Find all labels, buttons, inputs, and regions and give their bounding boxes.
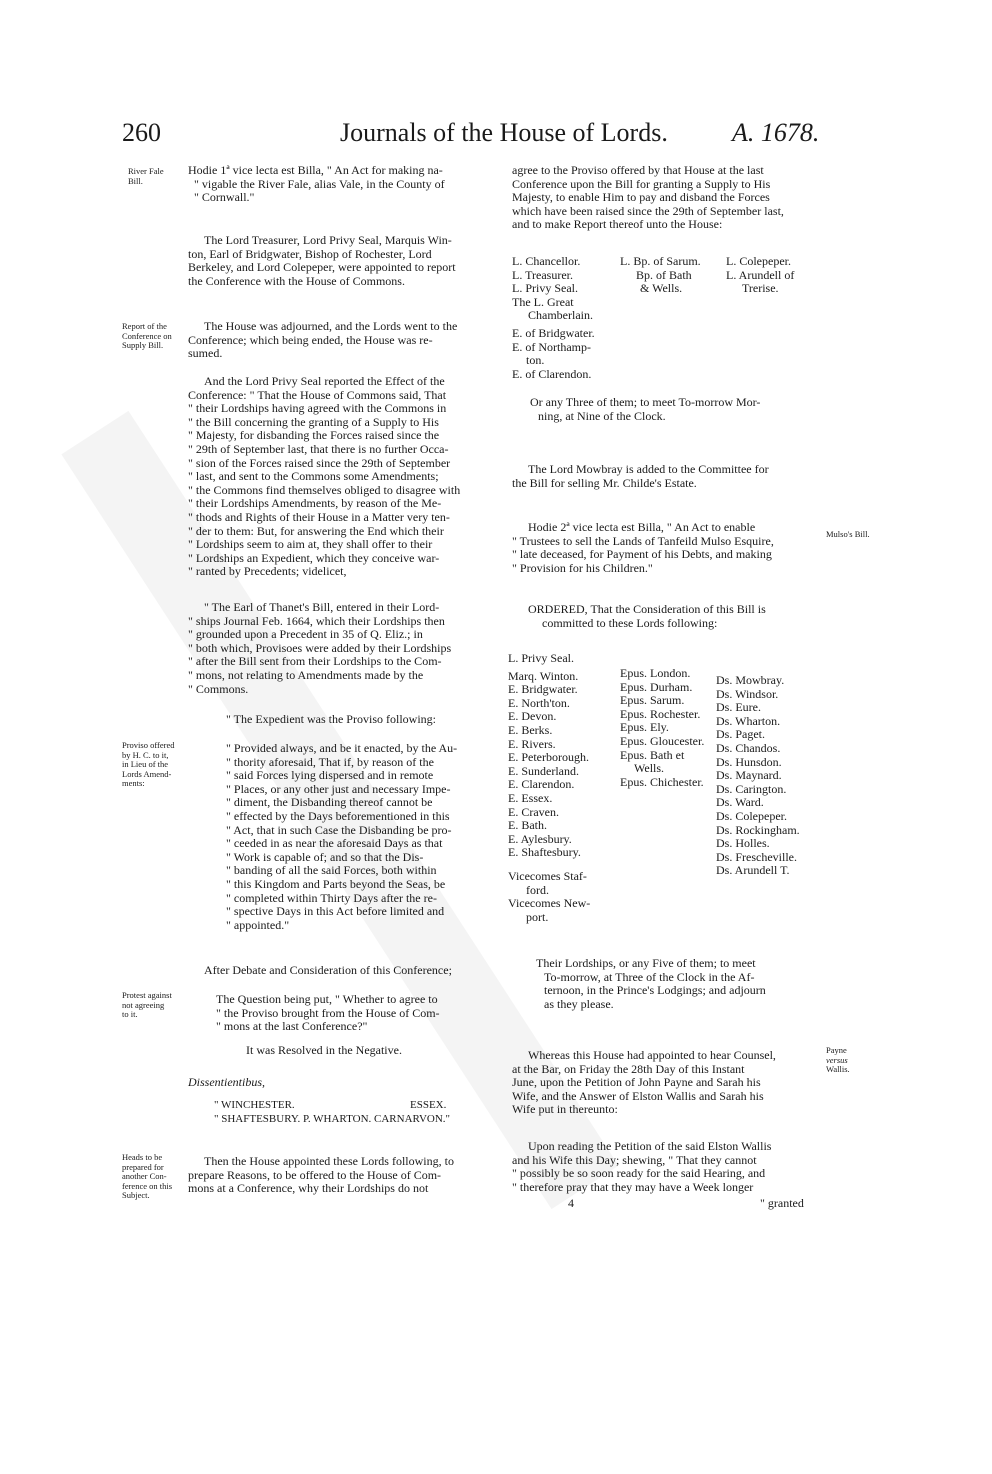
paragraph-three-of-them: Or any Three of them; to meet To-morrow Mor- ning, at Nine of the Clock. bbox=[530, 395, 761, 423]
dissent-names: " WINCHESTER. ESSEX. " SHAFTESBURY. P. WHARTON. CARNARVON." bbox=[214, 1099, 451, 1125]
paragraph-report: And the Lord Privy Seal reported the Effect of the Conference: " That the House of Commons said, That " their Lordships having agreed with the Commons in " the Bill concerning the granting of a Supply to His " Majesty, for disbanding the Forces raised since the " 29th of September last, that there is no further Occa- " sion of the Forces raised since the 29th of September " last, and sent to the Commons some Amendments; " the Commons find themselves obliged to disagree with " their Lordships Amendments, by reason of the Me- " thods and Rights of their House in a Matter very ten- " der to them: But, for answering the End which their " Lordships seem to aim at, they shall offer to their " Lordships an Expedient, which they conceive war- " ranted by Precedents; videlicet, bbox=[188, 374, 461, 579]
paragraph-whereas: Whereas this House had appointed to hear Counsel, at the Bar, on Friday the 28th Day of this Instant June, upon the Petition of John Payne and Sarah his Wife, and the Answer of Elston Wallis and Sarah his Wife put in thereunto: bbox=[512, 1048, 776, 1117]
paragraph-mowbray: The Lord Mowbray is added to the Committee for the Bill for selling Mr. Childe's Estate. bbox=[512, 462, 769, 490]
page-year: A. 1678. bbox=[732, 118, 820, 147]
paragraph-ordered: ORDERED, That the Consideration of this Bill is committed to these Lords following: bbox=[528, 602, 766, 630]
margin-note-protest: Protest against not agreeing to it. bbox=[122, 990, 172, 1019]
committee-list-b: Epus. London. Epus. Durham. Epus. Sarum. Epus. Rochester. Epus. Ely. Epus. Gloucester. Epus. Bath et Wells. Epus. Chichester. bbox=[620, 666, 705, 789]
dissentientibus-heading: Dissentientibus, bbox=[188, 1075, 265, 1089]
catchword: " granted bbox=[760, 1196, 804, 1210]
margin-note-river-fale: River Fale Bill. bbox=[128, 166, 164, 186]
paragraph-agree-proviso: agree to the Proviso offered by that House at the last Conference upon the Bill for granting a Supply to His Majesty, to enable Him to pay and disband the Forces which have been raised since the 29th of September last, and to make Report thereof unto the House: bbox=[512, 163, 784, 232]
margin-note-proviso: Proviso offered by H. C. to it, in Lieu of the Lords Amend- ments: bbox=[122, 740, 175, 788]
paragraph-heads: Then the House appointed these Lords following, to prepare Reasons, to be offered to the House of Com- mons at a Conference, why their Lordships do not bbox=[188, 1154, 454, 1196]
page-title: Journals of the House of Lords. bbox=[340, 118, 668, 147]
margin-note-report: Report of the Conference on Supply Bill. bbox=[122, 321, 172, 350]
lords-list-c: L. Colepeper. L. Arundell of Trerise. bbox=[726, 254, 795, 296]
margin-note-heads: Heads to be prepared for another Con- ference on this Subject. bbox=[122, 1152, 173, 1200]
paragraph-resolved: It was Resolved in the Negative. bbox=[246, 1043, 402, 1057]
paragraph-proviso: " Provided always, and be it enacted, by the Au- " thority aforesaid, That if, by reason of the " said Forces lying dispersed and in remote " Places, or any other just and necessary Impe- " diment, the Disbanding thereof cannot be " effected by the Days beforementioned in this " Act, that in such Case the Disbanding be pro- " ceeded in as near the aforesaid Days as that " Work is capable of; and so that the Dis- " banding of all the said Forces, both within " this Kingdom and Parts beyond the Seas, be " completed within Thirty Days after the re- " spective Days in this Act before limited and " appointed." bbox=[226, 741, 458, 932]
margin-note-payne: Payne versus Wallis. bbox=[826, 1045, 850, 1074]
paragraph-appointed: The Lord Treasurer, Lord Privy Seal, Marquis Win- ton, Earl of Bridgwater, Bishop of Rochester, Lord Berkeley, and Lord Colepeper, were appointed to report the Conference with the House of Commons. bbox=[188, 233, 456, 288]
paragraph-upon-reading: Upon reading the Petition of the said Elston Wallis and his Wife this Day; shewing, " That they cannot " possibly be so soon ready for the said Hearing, and " therefore pray that they may have a Week longer bbox=[512, 1139, 772, 1194]
paragraph-adjourned: The House was adjourned, and the Lords went to the Conference; which being ended, the House was re- sumed. bbox=[188, 319, 458, 361]
paragraph-expedient: " The Expedient was the Proviso following: bbox=[226, 712, 436, 726]
margin-note-mulso: Mulso's Bill. bbox=[826, 529, 870, 539]
signature-mark: 4 bbox=[568, 1196, 574, 1210]
lords-list-a: L. Chancellor. L. Treasurer. L. Privy Seal. The L. Great Chamberlain. E. of Bridgwater. E. of Northamp- ton. E. of Clarendon. bbox=[512, 254, 595, 381]
committee-list-a: L. Privy Seal. Marq. Winton. E. Bridgwater. E. North'ton. E. Devon. E. Berks. E. Rivers. E. Peterborough. E. Sunderland. E. Clarendon. E. Essex. E. Craven. E. Bath. E. Aylesbury. E. Shaftesbury. Vicecomes Staf- ford. Vicecomes New- port. bbox=[508, 651, 591, 924]
committee-list-c: Ds. Mowbray. Ds. Windsor. Ds. Eure. Ds. Wharton. Ds. Paget. Ds. Chandos. Ds. Hunsdon. Ds. Maynard. Ds. Carington. Ds. Ward. Ds. Colepeper. Ds. Rockingham. Ds. Holles. Ds. Frescheville. Ds. Arundell T. bbox=[716, 673, 800, 878]
lords-list-b: L. Bp. of Sarum. Bp. of Bath & Wells. bbox=[620, 254, 701, 296]
paragraph-debate: After Debate and Consideration of this Conference; bbox=[204, 963, 452, 977]
paragraph-thanet: " The Earl of Thanet's Bill, entered in their Lord- " ships Journal Feb. 1664, which their Lordships then " grounded upon a Precedent in 35 of Q. Eliz.; in " both which, Provisoes were added by their Lordships " after the Bill sent from their Lordships to the Com- " mons, not relating to Amendments made by the " Commons. bbox=[188, 600, 452, 696]
paragraph-five-of-them: Their Lordships, or any Five of them; to meet To-morrow, at Three of the Clock in the Af- ternoon, in the Prince's Lodgings; and adjourn as they please. bbox=[536, 956, 766, 1011]
paragraph-question: The Question being put, " Whether to agree to " the Proviso brought from the House of Com- " mons at the last Conference?" bbox=[216, 992, 440, 1034]
paragraph-fale-bill: Hodie 1ª vice lecta est Billa, " An Act for making na- " vigable the River Fale, alias Vale, in the County of " Cornwall." bbox=[188, 163, 445, 205]
page-number: 260 bbox=[122, 118, 161, 147]
paragraph-mulso-bill: Hodie 2ª vice lecta est Billa, " An Act to enable " Trustees to sell the Lands of Tanfeild Mulso Esquire, " late deceased, for Payment of his Debts, and making " Provision for his Children." bbox=[512, 520, 774, 575]
